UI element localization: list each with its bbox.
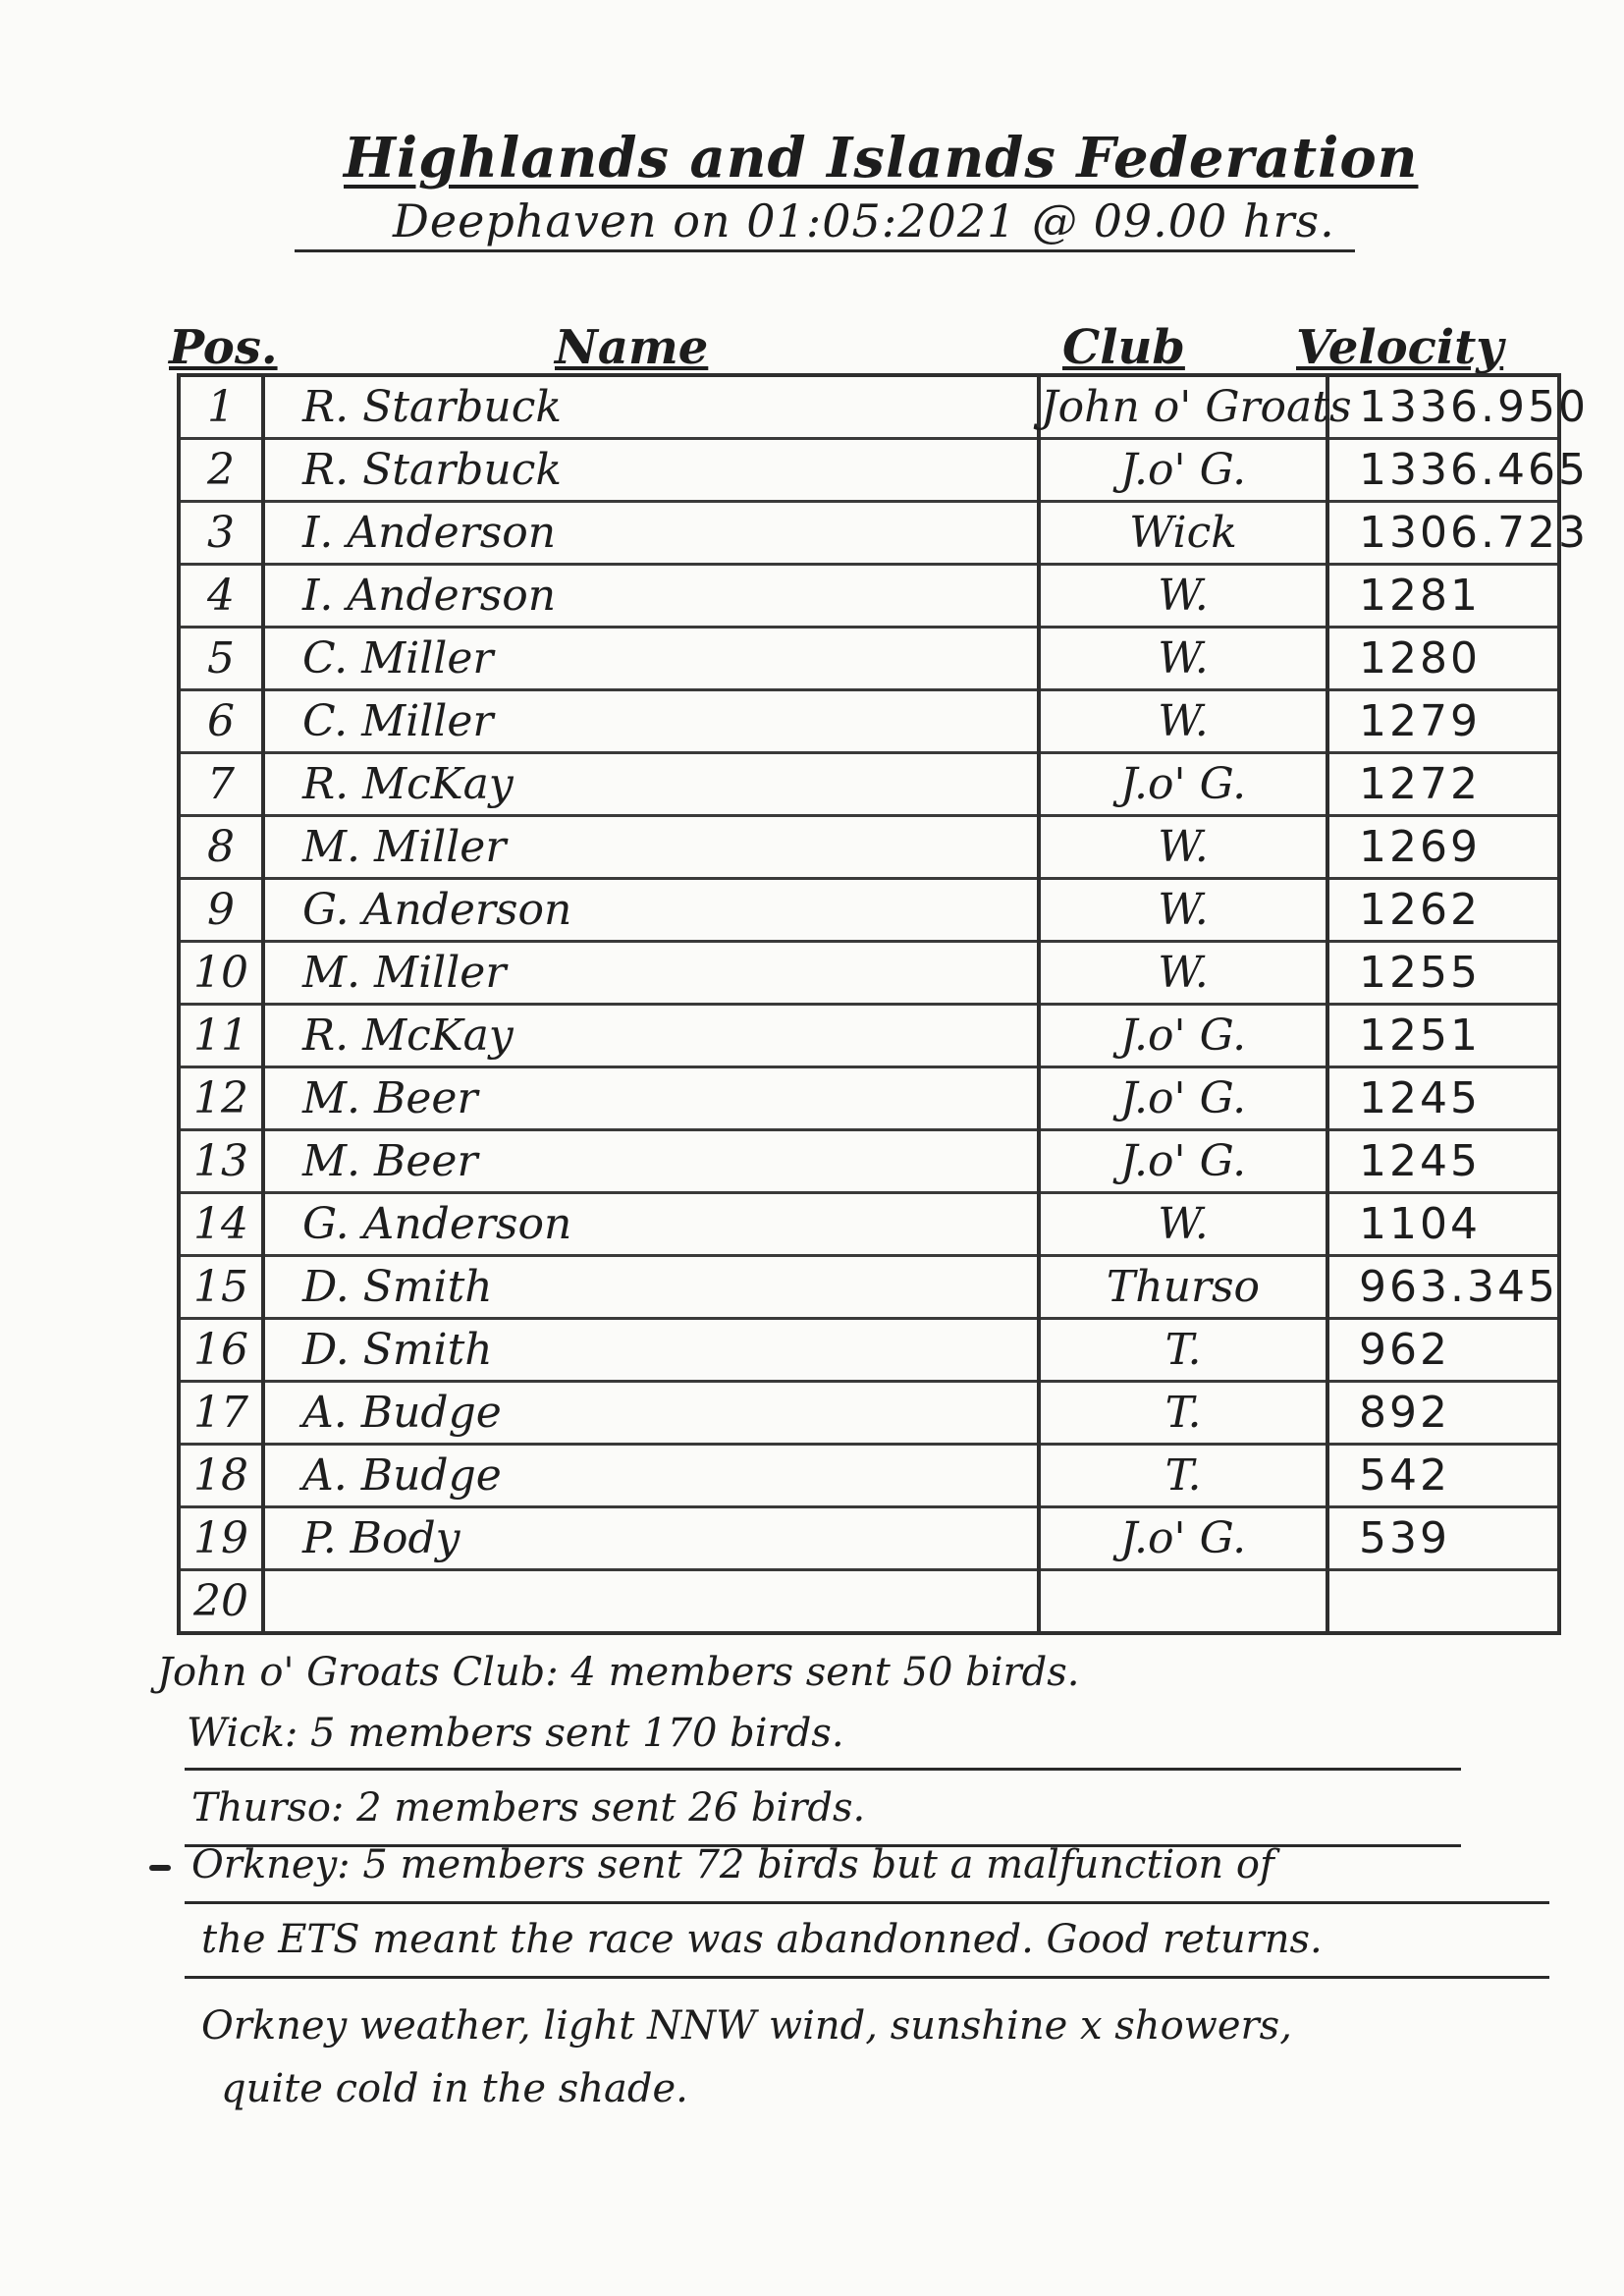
table-row <box>179 816 1559 879</box>
club-cell: J.o' G. <box>1039 1130 1327 1193</box>
name-cell: M. Beer <box>263 1130 1039 1193</box>
position-cell: 3 <box>179 502 263 565</box>
velocity-cell: 1336.950 <box>1327 375 1559 439</box>
velocity-cell: 1245 <box>1327 1067 1559 1130</box>
velocity-cell <box>1327 1570 1559 1634</box>
table-row <box>179 1319 1559 1382</box>
header-pos: Pos. <box>169 320 278 375</box>
club-cell: J.o' G. <box>1039 1507 1327 1570</box>
note-weather: Orkney weather, light NNW wind, sunshine x showers, <box>201 2003 1292 2049</box>
name-cell: R. McKay <box>263 753 1039 816</box>
velocity-cell: 539 <box>1327 1507 1559 1570</box>
name-cell: I. Anderson <box>263 502 1039 565</box>
document-title: Highlands and Islands Federation <box>344 126 1419 191</box>
position-cell: 9 <box>179 879 263 942</box>
velocity-cell: 1262 <box>1327 879 1559 942</box>
note-ets: the ETS meant the race was abandonned. Good returns. <box>201 1917 1323 1962</box>
club-cell: W. <box>1039 690 1327 753</box>
club-cell: W. <box>1039 565 1327 628</box>
club-cell: W. <box>1039 1193 1327 1256</box>
position-cell: 2 <box>179 439 263 502</box>
position-cell: 4 <box>179 565 263 628</box>
position-cell: 17 <box>179 1382 263 1445</box>
name-cell: C. Miller <box>263 690 1039 753</box>
position-cell: 11 <box>179 1005 263 1067</box>
note-john-o-groats: John o' Groats Club: 4 members sent 50 birds. <box>157 1650 1080 1695</box>
note-wick: Wick: 5 members sent 170 birds. <box>187 1711 844 1756</box>
table-row <box>179 1005 1559 1067</box>
name-cell: R. Starbuck <box>263 375 1039 439</box>
note-rule-3 <box>185 1901 1549 1904</box>
table-row <box>179 690 1559 753</box>
club-cell: W. <box>1039 628 1327 690</box>
club-cell: J.o' G. <box>1039 753 1327 816</box>
results-body <box>179 375 1589 1633</box>
table-row <box>179 502 1559 565</box>
subtitle-underline <box>295 249 1355 252</box>
dash-mark <box>149 1865 171 1871</box>
velocity-cell: 1245 <box>1327 1130 1559 1193</box>
table-row <box>179 565 1559 628</box>
table-row <box>179 1193 1559 1256</box>
name-cell: P. Body <box>263 1507 1039 1570</box>
name-cell: G. Anderson <box>263 879 1039 942</box>
name-cell: M. Miller <box>263 816 1039 879</box>
velocity-cell: 962 <box>1327 1319 1559 1382</box>
name-cell: R. Starbuck <box>263 439 1039 502</box>
velocity-cell: 1279 <box>1327 690 1559 753</box>
velocity-cell: 1272 <box>1327 753 1559 816</box>
position-cell: 19 <box>179 1507 263 1570</box>
table-row <box>179 1445 1559 1507</box>
document-subtitle: Deephaven on 01:05:2021 @ 09.00 hrs. <box>393 194 1335 247</box>
club-cell: J.o' G. <box>1039 1005 1327 1067</box>
club-cell: T. <box>1039 1445 1327 1507</box>
name-cell: I. Anderson <box>263 565 1039 628</box>
name-cell <box>263 1570 1039 1634</box>
position-cell: 13 <box>179 1130 263 1193</box>
position-cell: 6 <box>179 690 263 753</box>
name-cell: G. Anderson <box>263 1193 1039 1256</box>
position-cell: 18 <box>179 1445 263 1507</box>
note-cold: quite cold in the shade. <box>221 2066 688 2111</box>
table-row <box>179 942 1559 1005</box>
velocity-cell: 1306.723 <box>1327 502 1559 565</box>
velocity-cell: 1336.465 <box>1327 439 1559 502</box>
club-cell: J.o' G. <box>1039 439 1327 502</box>
velocity-cell: 542 <box>1327 1445 1559 1507</box>
club-cell: W. <box>1039 879 1327 942</box>
position-cell: 8 <box>179 816 263 879</box>
note-orkney: Orkney: 5 members sent 72 birds but a malfunction of <box>191 1842 1274 1887</box>
position-cell: 12 <box>179 1067 263 1130</box>
table-row <box>179 1256 1559 1319</box>
position-cell: 15 <box>179 1256 263 1319</box>
position-cell: 14 <box>179 1193 263 1256</box>
name-cell: C. Miller <box>263 628 1039 690</box>
table-row <box>179 1130 1559 1193</box>
velocity-cell: 1251 <box>1327 1005 1559 1067</box>
table-row <box>179 1382 1559 1445</box>
table-row <box>179 1570 1559 1634</box>
position-cell: 1 <box>179 375 263 439</box>
table-row <box>179 628 1559 690</box>
table-row <box>179 375 1559 439</box>
position-cell: 7 <box>179 753 263 816</box>
velocity-cell: 892 <box>1327 1382 1559 1445</box>
table-row <box>179 753 1559 816</box>
club-cell <box>1039 1570 1327 1634</box>
velocity-cell: 1281 <box>1327 565 1559 628</box>
table-row <box>179 439 1559 502</box>
note-rule-4 <box>185 1976 1549 1979</box>
velocity-cell: 1255 <box>1327 942 1559 1005</box>
name-cell: R. McKay <box>263 1005 1039 1067</box>
club-cell: T. <box>1039 1382 1327 1445</box>
header-name: Name <box>555 320 709 375</box>
club-cell: J.o' G. <box>1039 1067 1327 1130</box>
club-cell: T. <box>1039 1319 1327 1382</box>
position-cell: 16 <box>179 1319 263 1382</box>
club-cell: W. <box>1039 942 1327 1005</box>
table-row <box>179 1067 1559 1130</box>
name-cell: M. Miller <box>263 942 1039 1005</box>
name-cell: D. Smith <box>263 1319 1039 1382</box>
velocity-cell: 1280 <box>1327 628 1559 690</box>
position-cell: 5 <box>179 628 263 690</box>
name-cell: D. Smith <box>263 1256 1039 1319</box>
club-cell: John o' Groats <box>1039 375 1327 439</box>
velocity-cell: 1269 <box>1327 816 1559 879</box>
club-cell: Thurso <box>1039 1256 1327 1319</box>
table-row <box>179 879 1559 942</box>
note-thurso: Thurso: 2 members sent 26 birds. <box>191 1785 866 1831</box>
note-rule-1 <box>185 1768 1461 1771</box>
velocity-cell: 1104 <box>1327 1193 1559 1256</box>
position-cell: 10 <box>179 942 263 1005</box>
name-cell: M. Beer <box>263 1067 1039 1130</box>
name-cell: A. Budge <box>263 1445 1039 1507</box>
velocity-cell: 963.345 <box>1327 1256 1559 1319</box>
name-cell: A. Budge <box>263 1382 1039 1445</box>
header-velocity: Velocity <box>1296 320 1504 375</box>
table-row <box>179 1507 1559 1570</box>
header-club: Club <box>1062 320 1185 375</box>
club-cell: W. <box>1039 816 1327 879</box>
club-cell: Wick <box>1039 502 1327 565</box>
position-cell: 20 <box>179 1570 263 1634</box>
results-table <box>177 373 1589 1635</box>
